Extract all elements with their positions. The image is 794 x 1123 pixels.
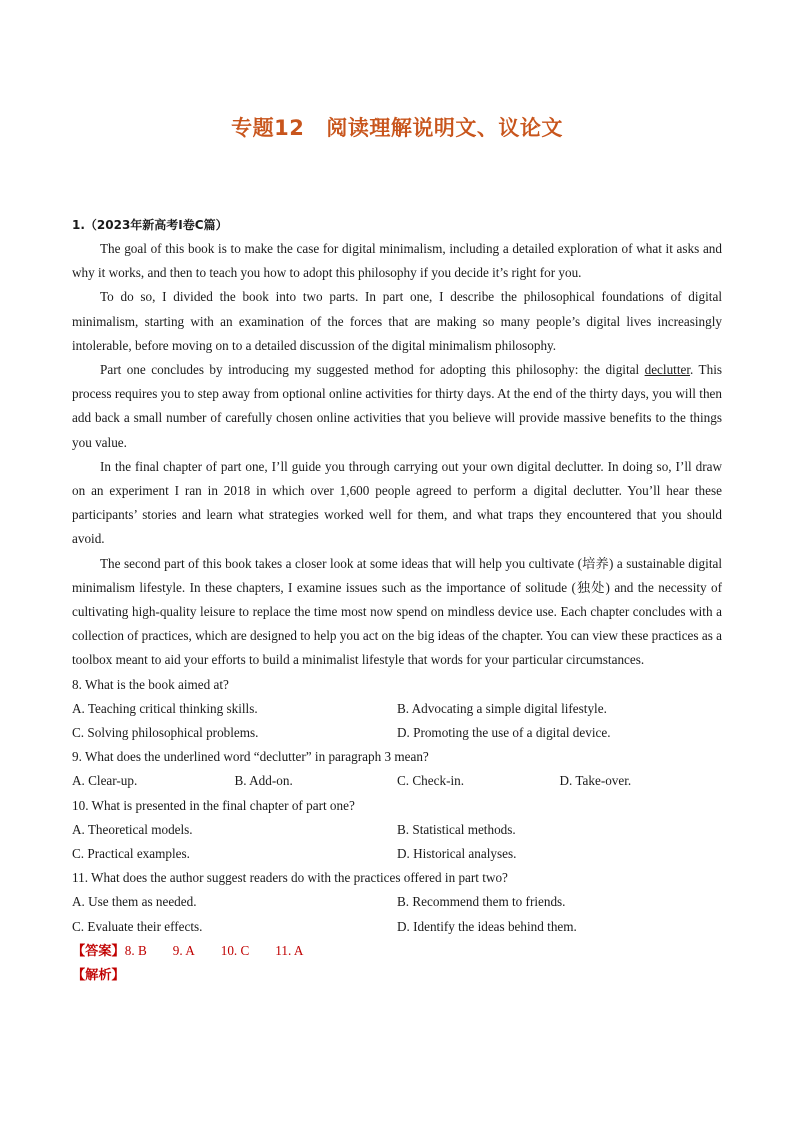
option-d: D. Historical analyses. [397,846,517,862]
underlined-word: declutter [644,362,691,378]
passage-paragraph-1: The goal of this book is to make the case for digital minimalism, including a detailed exploration of what it asks and why it works, and then to teach you how to adopt this philosophy if you decide it’s right for you. [72,241,722,281]
option-a: A. Teaching critical thinking skills. [72,700,258,716]
passage-paragraph-4: In the final chapter of part one, I’ll guide you through carrying out your own digital declutter. In doing so, I’ll draw on an experiment I ran in 2018 in which over 1,600 people agreed to perform a digital declutter. You’ll hear these participants’ stories and learn what strategies worked well for them, and what traps they encountered that you should avoid. [72,458,722,547]
option-b: B. Recommend them to friends. [397,894,566,910]
option-c: C. Solving philosophical problems. [72,725,259,741]
question-header: 1.（2023年新高考I卷C篇） [72,218,228,232]
option-d: D. Identify the ideas behind them. [397,918,577,934]
passage-paragraph-5: The second part of this book takes a closer look at some ideas that will help you cultivate (培养) a sustainable digital minimalism lifestyle. In these chapters, I examine issues such as the importance of solitude (独处) and the necessity of cultivating high-quality leisure to replace the time most now spend on mindless device use. Each chapter concludes with a collection of practices, which are designed to help you act on the big ideas of the chapter. You can view these practices as a toolbox meant to aid your efforts to build a minimalist lifestyle that words for your particular circumstances. [72,555,722,668]
option-c: C. Practical examples. [72,846,190,862]
passage-paragraph-2: To do so, I divided the book into two parts. In part one, I describe the philosophical foundations of digital minimalism, starting with an examination of the forces that are making so many people’s digital lives increasingly intolerable, before moving on to a detailed discussion of the digital minimalism philosophy. [72,289,722,353]
document-body [72,213,722,988]
title-topic-number: 专题12 [231,116,305,140]
option-a: A. Use them as needed. [72,894,197,910]
question-11-stem: 11. What does the author suggest readers do with the practices offered in part two? [72,870,508,886]
option-c: C. Evaluate their effects. [72,918,203,934]
option-d: D. Take-over. [559,773,632,789]
option-d: D. Promoting the use of a digital device. [397,725,611,741]
page-title [0,112,794,142]
option-c: C. Check-in. [397,773,465,789]
analysis-label: 【解析】 [72,968,125,984]
question-10-options [72,818,722,866]
passage-paragraph-3 [72,358,722,455]
answer-8: 8. B [124,942,147,958]
answer-label: 【答案】 [72,943,125,959]
question-8-options [72,697,722,745]
answer-9: 9. A [172,942,195,958]
question-8-stem: 8. What is the book aimed at? [72,676,229,692]
option-b: B. Add-on. [234,773,293,789]
answer-10: 10. C [220,942,250,958]
paragraph-3-text-after: . This process requires you to step away from optional online activities for thirty days. At the end of the thirty days, you will then add back a small number of carefully chosen online activities that you believe will provide massive benefits to the things you value. [72,362,722,450]
paragraph-3-text-before: Part one concludes by introducing my suggested method for adopting this philosophy: the digital [100,362,645,378]
option-a: A. Clear-up. [72,773,138,789]
question-11-options [72,890,722,938]
question-9-stem: 9. What does the underlined word “declutter” in paragraph 3 mean? [72,749,429,765]
answer-11: 11. A [275,942,304,958]
answer-line [72,939,722,964]
question-9-options [72,769,722,793]
question-10-stem: 10. What is presented in the final chapter of part one? [72,797,355,813]
option-a: A. Theoretical models. [72,821,193,837]
option-b: B. Statistical methods. [397,821,516,837]
title-topic-name: 阅读理解说明文、议论文 [326,116,563,140]
option-b: B. Advocating a simple digital lifestyle. [397,700,607,716]
